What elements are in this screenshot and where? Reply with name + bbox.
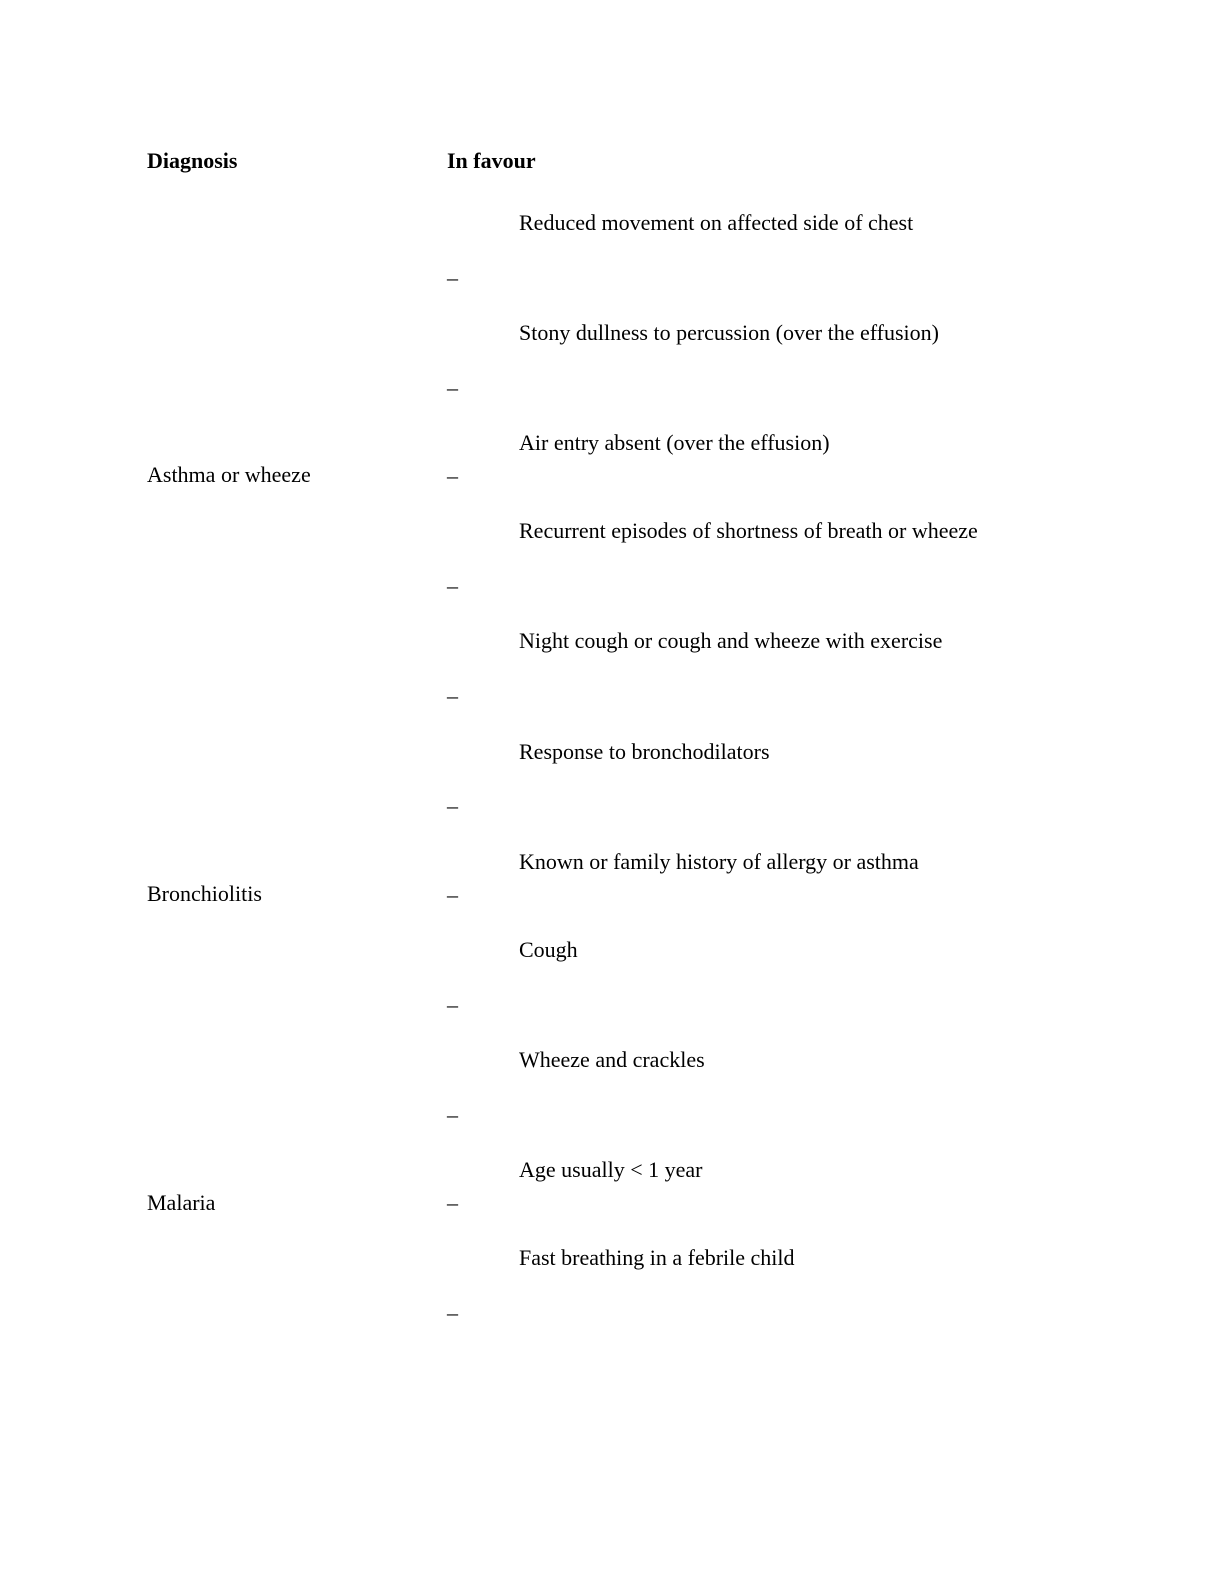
dash-marker: – [447, 573, 458, 598]
finding-text: Night cough or cough and wheeze with exercise [519, 628, 943, 653]
diagnosis-label: Asthma or wheeze [147, 462, 311, 487]
dash-marker: – [447, 992, 458, 1017]
finding-text: Fast breathing in a febrile child [519, 1245, 795, 1270]
finding-text: Wheeze and crackles [519, 1047, 705, 1072]
dash-marker: – [447, 1190, 458, 1215]
finding-text: Response to bronchodilators [519, 739, 770, 764]
finding-text: Stony dullness to percussion (over the effusion) [519, 320, 939, 345]
dash-marker: – [447, 683, 458, 708]
finding-text: Age usually < 1 year [519, 1157, 703, 1182]
finding-text: Air entry absent (over the effusion) [519, 430, 830, 455]
finding-text: Known or family history of allergy or asthma [519, 849, 919, 874]
dash-marker: – [447, 882, 458, 907]
dash-marker: – [447, 265, 458, 290]
diagnosis-column-header: Diagnosis [147, 148, 238, 173]
finding-text: Cough [519, 937, 578, 962]
dash-marker: – [447, 793, 458, 818]
finding-text: Reduced movement on affected side of chest [519, 210, 914, 235]
diagnosis-label: Bronchiolitis [147, 881, 262, 906]
dash-marker: – [447, 1102, 458, 1127]
dash-marker: – [447, 463, 458, 488]
dash-marker: – [447, 375, 458, 400]
in-favour-column-header: In favour [447, 148, 536, 173]
diagnosis-label: Malaria [147, 1190, 216, 1215]
finding-text: Recurrent episodes of shortness of breath or wheeze [519, 518, 978, 543]
dash-marker: – [447, 1300, 458, 1325]
